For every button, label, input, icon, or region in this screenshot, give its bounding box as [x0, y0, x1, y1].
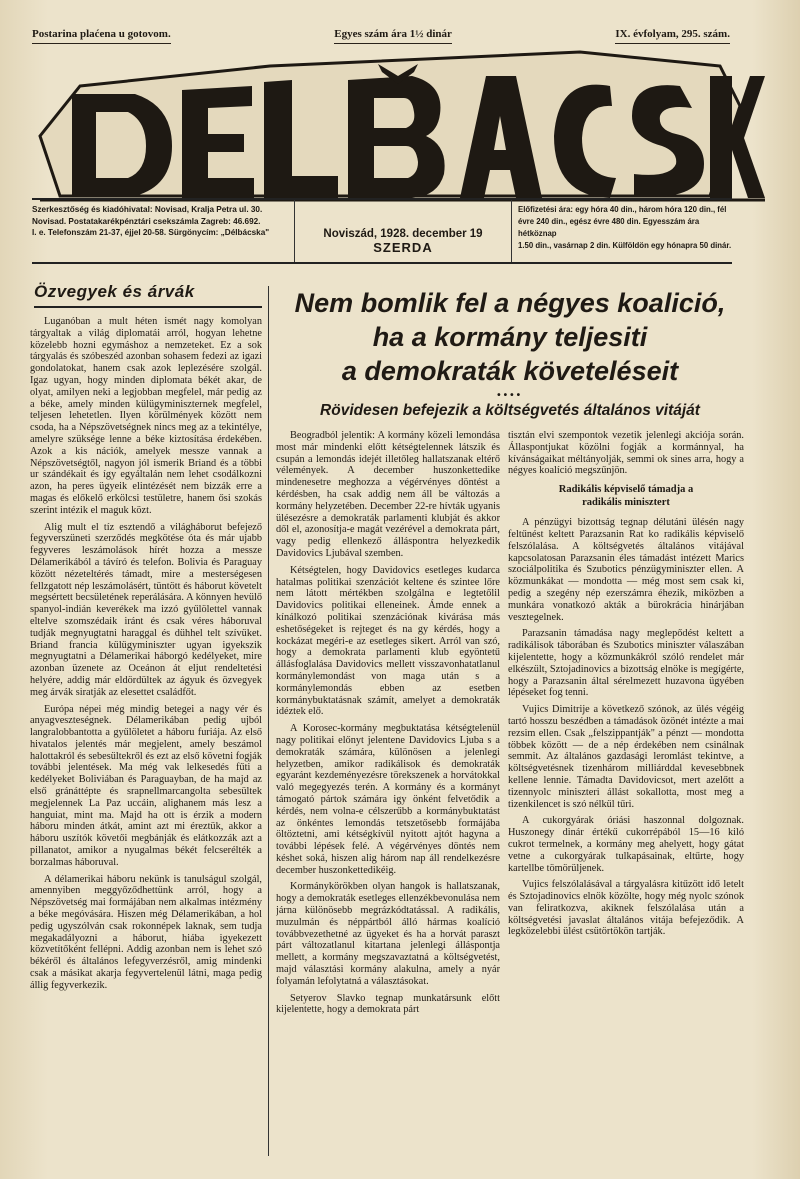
issue-date: Noviszád, 1928. december 19 [323, 228, 483, 240]
office-line-3: I. e. Telefonszám 21-37, éjjel 20-58. Sürgönycím: „Délbácska" [32, 228, 270, 237]
office-line-2: Novisad. Postatakarékpénztári csekszámla Zagreb: 46.692. [32, 216, 261, 226]
masthead-logo [20, 46, 765, 206]
issue-weekday: SZERDA [373, 240, 433, 255]
article-paragraph: Parazsanin támadása nagy meglepődést keltett a radikálisok táborában és Szubotics miniszter válaszában kijelentette, hogy a közmunkákról szóló rendelet már elkészült, Sztojadinovics a bizottság elnöke is megígérte, hogy a Parazsanin által sérelmezett huzavona ügyében lépéseket fog tenni. [508, 628, 744, 699]
section-heading [508, 483, 744, 509]
article-paragraph: A pénzügyi bizottság tegnap délutáni ülésén nagy feltűnést keltett Parazsanin Rat ko radikális képviselő felszólalása. A költségvetés általános vitájával kapcsolatosan Parazsanin éles támadást intézett Marics szociálpolitika és Szubotics pénzügyminiszter ellen. A közmunkákat — mondotta — még most sem csak ki, pedig a szegény nép ezerszámra éhezik, miközben a munkára vonatkozó akták a bürokrácia hinárjában vesztegelnek. [508, 517, 744, 623]
article-paragraph: A cukorgyárak óriási haszonnal dolgoznak. Huszonegy dinár értékű cukorrépából 15—16 kiló cukrot termelnek, a kormány meg ahelyett, hogy gátat vetne a cukorgyárak tulkapásainak, eltűrte, hogy kartellbe tömörüljenek. [508, 815, 744, 874]
editorial-paragraph: Európa népei még mindig betegei a nagy vér és anyagveszteségnek. Délamerikában pedig ujból langralobbantotta a gyűlöletet a háboru furiája. Az első hivatalos jelentés már megjelent, amely beszámol halottakról és sebesültekről és ezt az első követni fogják további jelentések. Ma még vak lelkesedés fűti a kedélyeket Boliviában és Paraguayban, de ha majd az első gránáttépte és srapnellmarcangolta sebesültek megjelennek La Paz uccáin, alighanem más lesz a hanguiat, mint ma. Majd ha ott is érzik a modern háboru minden átkát, amint azt mi éreztük, akkor a háboru uszítók követői megbánják és elátkozzák azt a pillanatot, amikor a nyugalmas békét felcserélték a borzalmas háboruval. [30, 703, 262, 868]
headline-line-1: Nem bomlik fel a négyes koalició, [294, 288, 726, 318]
section-heading-line-1: Radikális képviselő támadja a [558, 484, 694, 496]
editorial-paragraph: Luganóban a mult héten ismét nagy komolyan tárgyaltak a világ diplomatái arról, hogyan lehetne közelebb hozni egymáshoz a nemzeteket. Ez a sok tárgyalás és szóbeszéd azonban sohasem fedezi az igazi gondolatokat, hanem csak azok leplezésére szolgál. Igaz ugyan, hogy minden diplomata békét akar, de olyat, amilyen neki a legjobban megfelel, már pedig az a béke, amely minden külügyminiszternek megfelel, teljesen lehetetlen. Ilyen körülmények között nem csoda, ha a Népszövetségnek nincs meg az a tekintélye, amelyre szüksége lenne a béke kiztosítása érdekében. Azok a kis nációk, amelyek messze vannak a Népszövetségtől, nagyon jól ismerik Briand és a többi ur szándékait és így egyáltalán nem lehet csodálkozni azon, ha peres ügyeik elintézését nem bizzák erre a magas és előkelő erkölcsi testületre, hanem ősi szokás szerint intézik el maguk közt. [30, 316, 262, 516]
editorial-paragraph: Alig mult el tíz esztendő a világháborut befejező fegyverszüneti szerződés megkötése óta és már ujabb fegyveres leszámolások hírét hozza a messze Délamerikából a távíró és telefon. Bolivia és Paraguay között nézeteltérés támadt, mire a mesterségesen fellzgatott nép leszámolásért, tüntött és háborut követelt megsértett becsületének reperálására. A könnyen hevülő spanyol-indián keverékek ma izzó gyűlölettel vannak eltelve szomszédaik iránt és csak véres háboruval tudják megnyugtatni haraggal és dühhel telt szívüket. Briand francia külügyminiszter ugyan igyekszik megnyugtatni a Délamerikai háborgó kedélyeket, mire azonban üzenete az Oceánon át eljut rendeltetési helyére, addig már eldördültek az ágyuk és özvegyek meg árvák siratják az elesettet családfőt. [30, 521, 262, 698]
article-paragraph: Setyerov Slavko tegnap munkatársunk előtt kijelentette, hogy a demokrata párt [276, 992, 500, 1016]
article-paragraph: A Korosec-kormány megbuktatása kétségtelenül nagy politikai előnyt jelentene Davidovics Ljuba s a demokraták számára, különösen a jelenlegi helyzetben, amikor radikálisok és demokraták egyaránt kezdeményezésre törekszenek a horvátokkal való megegyezés terén. A kormány és a kormányt támogató pártok számára igy önként felvetődik a kérdés, nem volna-e célszerűbb a kormánybuktatást az önkéntes lemondás tetszetősebb formájába öltöztetni, ami kétségkívül nyitott ajtót hagyna a további lépések felé. A végérvényes döntés nem késhet soká, hiszen alig három nap áll rendelkezésre december huszonkettedikéig. [276, 723, 500, 876]
main-article-column-2 [508, 430, 744, 1170]
top-info-bar [32, 28, 730, 44]
volume-issue: IX. évfolyam, 295. szám. [615, 28, 730, 44]
main-headline [272, 286, 748, 401]
headline-line-3: a demokraták követeléseit [341, 356, 679, 386]
main-article-column-1 [276, 430, 500, 1170]
postage-note: Postarina plaćena u gotovom. [32, 28, 171, 44]
issue-date-box [294, 200, 512, 262]
editorial-office-info [32, 200, 294, 262]
subscription-line-1: Előfizetési ára: egy hóra 40 din., három hóra 120 din., fél [518, 205, 727, 214]
subscription-line-2: évre 240 din., egész évre 480 din. Egyesszám ára hétköznap [518, 217, 700, 238]
article-paragraph: Vujics Dimitrije a következő szónok, az ülés végéig tartó hosszu beszédben a támadások özönét intézte a mai rezsim ellen. Csak „felszippantják" a pénzt — mondotta többek között — de a nép érdekében nem csinálnak semmit. Az általános gazdasági leromlást tekintve, a költségvetésnek tizenhárom milliárddal kevesebbnek kellene lennie. Támadta Davidovicsot, mert azelőtt a tizennyolc miniszteri állást sokallotta, most meg a tizenkilencet is szó nélkül tűri. [508, 704, 744, 810]
issue-price: Egyes szám ára 1½ dinár [334, 28, 452, 44]
office-line-1: Szerkesztőség és kiadóhivatal: Novisad, Kralja Petra ul. 30. [32, 205, 263, 214]
subscription-line-3: 1.50 din., vasárnap 2 din. Külföldön egy hónapra 50 dinár. [518, 241, 732, 250]
article-paragraph: tisztán elvi szempontok vezetik jelenlegi akciója során. Állaspontjukat közölni fogják a kormánnyal, ha kívánságaikat méltányolják, semmi ok sines arra, hogy a négyes koalíció megszűnjön. [508, 430, 744, 477]
editorial-column [30, 282, 262, 1162]
main-subheadline: Rövidesen befejezik a költségvetés általános vitáját [320, 402, 700, 419]
article-paragraph: Vujics felszólalásával a tárgyalásra kitűzött idő letelt és Sztojadinovics elnök közölte, hogy még nyolc szónok van feliratkozva, akiknek felszólalása után a költségvetési javaslat általános vitája befejeződik. A legközelebbi ülést csütörtökön tartják. [508, 879, 744, 938]
section-heading-line-2: radikális minisztert [582, 497, 670, 509]
editorial-paragraph: A délamerikai háboru nekünk is tanulságul szolgál, amennyiben meggyőződhettünk arról, hogy a Népszövetség mai formájában nem alkalmas intézmény a béke megóvására. Hiszen még Délamerikában, a hol pedig ugyszólván csak rokonnépek laknak, sem tudja megakadályozni a háborut, hiába igyekezett közvetítőként fellépni. Addig azonban nem is lehet szó békéről és általános lefegyverzésről, amig mindenki csak a másikat akarja fegyvertelenül látni, maga pedig állig fegyverkezik. [30, 873, 262, 991]
editorial-title: Özvegyek és árvák [34, 282, 262, 308]
headline-line-2: ha a kormány teljesiti [372, 322, 648, 352]
article-paragraph: Beogradból jelentik: A kormány közeli lemondása most már mindenki előtt kétségtelennek látszik és csupán a lemondás idejét illetőleg hallatszanak eltérő vélemények. A december huszonkettedike mindenesetre meghozza a végérvényes döntést a kérdésben, ha csak addig nem áll be változás a kormány helyzetében. December 22-re hívták ugyanis ülésezésre a demokraták parlamenti klubját és akkor dől el, azonosítja-e magát vezérével a demokrata párt, vagy pedig ellenkező álláspontra helyezkedik Davidovics Ljubával szemben. [276, 430, 500, 559]
article-paragraph: Kétségtelen, hogy Davidovics esetleges kudarca hatalmas politikai szenzációt keltene és szintee lőre nem látott mértékben szolgálna e legtetőlil Davidovics politikai elleneinek. Ámde ennek a kínálkozó politikai szenzációnak kivárása más eshetőségeket is rejteget és na gy kérdés, hogy a kockázat megéri-e az esetleges sikert. Arról van szó, hogy a demokrata parlamenti klub egyöntetű állásfoglalása Davidovics mellett visszavonhatatlanul kormánylemondást von maga után s a kormánylemondás ebben az esetben kormánybuktatásnak számít, amelyet a demokraták idéztek elő. [276, 564, 500, 718]
publication-info-bar [32, 198, 732, 264]
column-divider [268, 286, 269, 1156]
subscription-info [512, 200, 732, 262]
masthead [20, 46, 765, 206]
article-paragraph: Kormánykörökben olyan hangok is hallatszanak, hogy a demokraták esetleges ellenzékbevonulása nem járna különösebb megrázkódtatással. A radikális, muzulmán és néppártból álló hármas koalíció továbbvezethetné az ügyeket és ha a horvát paraszt párt változatlanul kitartana jelenlegi álláspontja mellett, a kormány megszavaztatná a költségvetést, majd választási kormány alakulna, amely a nyár folyamán lefolytatná a választásokat. [276, 881, 500, 987]
headline-ornament: •••• [496, 390, 523, 401]
